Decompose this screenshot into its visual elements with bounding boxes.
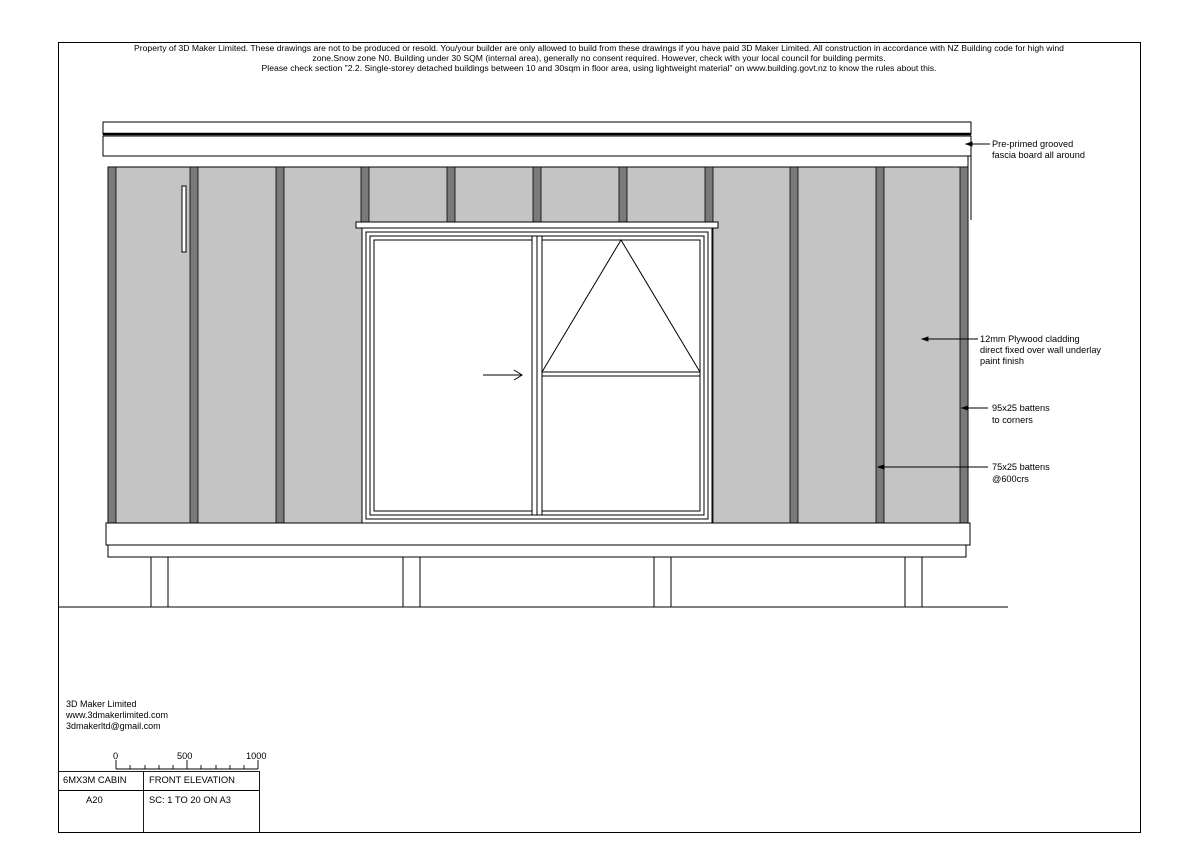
door-handle xyxy=(182,186,186,252)
fascia-board xyxy=(103,136,971,156)
sheet-number: A20 xyxy=(86,794,103,805)
corner-batten xyxy=(960,167,968,523)
copyright-notice xyxy=(58,43,1140,73)
bottom-plate xyxy=(106,523,970,545)
corner-batten-note-line1: 95x25 battens xyxy=(992,403,1050,413)
pile xyxy=(654,557,671,607)
batten xyxy=(447,167,455,222)
cladding-note-line1: 12mm Plywood cladding xyxy=(980,334,1080,344)
notice-line-2: zone.Snow zone N0. Building under 30 SQM (internal area), generally no consent required. However, check with your local council for building permits. xyxy=(312,53,886,63)
cladding-note-line2: direct fixed over wall underlay xyxy=(980,345,1102,355)
window-head-flashing xyxy=(356,222,718,228)
sliding-window xyxy=(362,228,712,523)
notice-line-1: Property of 3D Maker Limited. These drawings are not to be produced or resold. You/your builder are only allowed to build from these drawings if you have paid 3D Maker Limited. All construction in accordance with NZ Building code for high wind xyxy=(134,43,1064,53)
batten xyxy=(361,167,369,222)
corner-batten-note-line2: to corners xyxy=(992,415,1033,425)
company-email: 3dmakerltd@gmail.com xyxy=(66,721,161,731)
fascia-note-line1: Pre-primed grooved xyxy=(992,139,1074,149)
scale-label-500: 500 xyxy=(177,751,193,761)
scale-label-0: 0 xyxy=(113,751,119,761)
pile xyxy=(403,557,420,607)
notice-line-3: Please check section "2.2. Single-storey detached buildings between 10 and 30sqm in floor area, using lightweight material" on www.building.govt.nz to know the rules about this. xyxy=(261,63,937,73)
batten-note-line2: @600crs xyxy=(992,474,1029,484)
batten xyxy=(619,167,627,222)
corner-batten xyxy=(108,167,116,523)
pile xyxy=(151,557,168,607)
piles xyxy=(151,557,922,607)
scale-label-1000: 1000 xyxy=(246,751,267,761)
company-info xyxy=(66,699,168,732)
batten xyxy=(790,167,798,523)
floor-joist xyxy=(108,545,966,557)
view-name: FRONT ELEVATION xyxy=(149,774,235,785)
project-name: 6MX3M CABIN xyxy=(63,774,127,785)
window-pane-bottom-right xyxy=(542,376,700,511)
batten xyxy=(533,167,541,222)
batten xyxy=(276,167,284,523)
company-website: www.3dmakerlimited.com xyxy=(66,710,169,720)
batten xyxy=(190,167,198,523)
pile xyxy=(905,557,922,607)
drawing-scale: SC: 1 TO 20 ON A3 xyxy=(149,794,231,805)
cladding-note-line3: paint finish xyxy=(980,356,1024,366)
batten-note-line1: 75x25 battens xyxy=(992,462,1050,472)
window-pane-top-right xyxy=(542,240,700,372)
roof-cap xyxy=(103,122,971,134)
fascia-note-line2: fascia board all around xyxy=(992,150,1085,160)
company-name: 3D Maker Limited xyxy=(66,699,137,709)
batten xyxy=(876,167,884,523)
scale-bar xyxy=(116,760,258,769)
